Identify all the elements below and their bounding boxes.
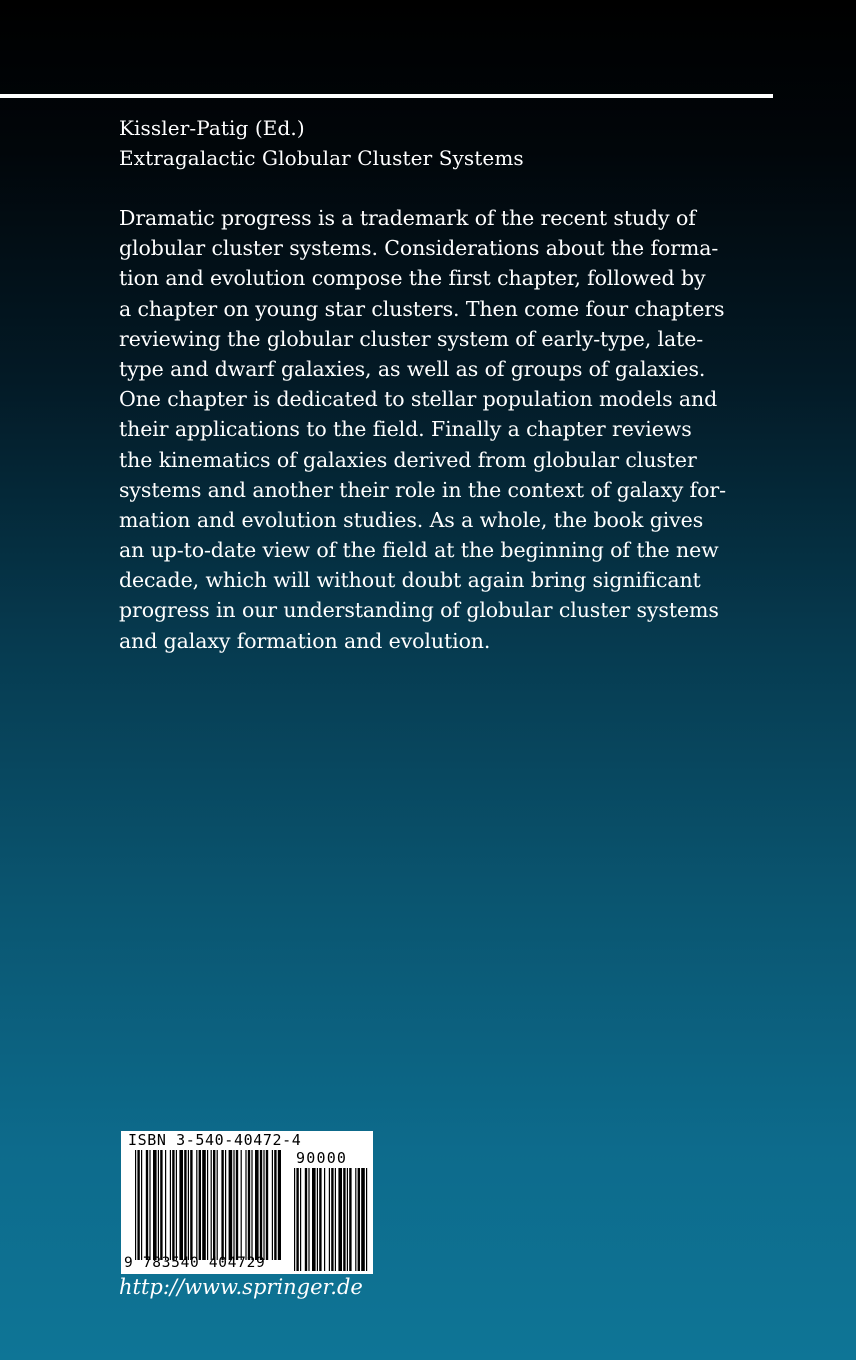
barcode-bar bbox=[146, 1150, 148, 1260]
barcode-bar bbox=[188, 1150, 189, 1260]
isbn-label: ISBN 3-540-40472-4 bbox=[128, 1131, 302, 1149]
barcode-bar bbox=[196, 1150, 197, 1260]
isbn-barcode bbox=[121, 1131, 373, 1274]
blurb-line: an up-to-date view of the field at the beginning of the new bbox=[119, 538, 719, 563]
barcode-bar bbox=[361, 1168, 365, 1271]
barcode-bar bbox=[245, 1150, 246, 1260]
barcode-bar bbox=[317, 1168, 318, 1271]
barcode-addon-digits: 90000 bbox=[296, 1149, 348, 1167]
barcode-bar bbox=[263, 1150, 264, 1260]
top-rule bbox=[0, 94, 773, 98]
barcode-bar bbox=[296, 1168, 298, 1271]
barcode-bar bbox=[319, 1168, 321, 1271]
blurb-text bbox=[119, 203, 726, 656]
barcode-bar bbox=[335, 1168, 336, 1271]
barcode-bar bbox=[236, 1150, 238, 1260]
blurb-line: progress in our understanding of globular cluster systems bbox=[119, 598, 719, 623]
barcode-bar bbox=[329, 1168, 330, 1271]
barcode-bar bbox=[355, 1168, 356, 1271]
barcode-bar bbox=[272, 1150, 273, 1260]
author-editor: Kissler-Patig (Ed.) bbox=[119, 116, 305, 140]
barcode-bar bbox=[331, 1168, 333, 1271]
blurb-line: One chapter is dedicated to stellar population models and bbox=[119, 387, 718, 412]
barcode-bar bbox=[233, 1150, 234, 1260]
barcode-bar bbox=[260, 1150, 262, 1260]
blurb-line: globular cluster systems. Considerations about the forma- bbox=[119, 236, 719, 261]
barcode-bar bbox=[184, 1150, 186, 1260]
barcode-bar bbox=[274, 1150, 276, 1260]
barcode-bar bbox=[149, 1150, 150, 1260]
barcode-bar bbox=[248, 1150, 250, 1260]
barcode-bar bbox=[305, 1168, 307, 1271]
blurb-line: type and dwarf galaxies, as well as of groups of galaxies. bbox=[119, 356, 706, 381]
barcode-bar bbox=[190, 1150, 192, 1260]
barcode-bar bbox=[176, 1150, 177, 1260]
blurb-line: systems and another their role in the context of galaxy for- bbox=[119, 477, 726, 502]
barcode-bars-icon bbox=[135, 1150, 281, 1260]
barcode-bar bbox=[358, 1168, 360, 1271]
barcode-bar bbox=[229, 1150, 233, 1260]
blurb-line: Dramatic progress is a trademark of the recent study of bbox=[119, 206, 696, 230]
blurb-line: and galaxy formation and evolution. bbox=[119, 628, 491, 653]
barcode-bar bbox=[207, 1150, 208, 1260]
barcode-bar bbox=[294, 1168, 295, 1271]
barcode-bar bbox=[366, 1168, 367, 1271]
book-title: Extragalactic Globular Cluster Systems bbox=[119, 146, 524, 170]
barcode-bar bbox=[308, 1168, 309, 1271]
barcode-bar bbox=[278, 1150, 281, 1260]
barcode-bar bbox=[202, 1150, 206, 1260]
blurb-line: the kinematics of galaxies derived from globular cluster bbox=[119, 447, 697, 472]
barcode-bar bbox=[225, 1150, 226, 1260]
barcode-bar bbox=[170, 1150, 171, 1260]
blurb-line: tion and evolution compose the first chapter, followed by bbox=[119, 266, 706, 291]
barcode-addon-bars-icon bbox=[294, 1168, 368, 1271]
barcode-bar bbox=[158, 1150, 159, 1260]
barcode-bar bbox=[153, 1150, 157, 1260]
barcode-bar bbox=[349, 1168, 351, 1271]
barcode-bar bbox=[266, 1150, 268, 1260]
barcode-bar bbox=[255, 1150, 259, 1260]
barcode-bar bbox=[338, 1168, 342, 1271]
blurb-line: a chapter on young star clusters. Then come four chapters bbox=[119, 296, 725, 321]
blurb-line: decade, which will without doubt again bring significant bbox=[119, 568, 701, 593]
barcode-bar bbox=[241, 1150, 242, 1260]
barcode-ean-digits: 9 783540 404729 bbox=[124, 1255, 266, 1271]
blurb-line: mation and evolution studies. As a whole, the book gives bbox=[119, 507, 704, 532]
barcode-bar bbox=[221, 1150, 223, 1260]
barcode-bar bbox=[179, 1150, 183, 1260]
barcode-bar bbox=[312, 1168, 316, 1271]
barcode-bar bbox=[324, 1168, 325, 1271]
barcode-bar bbox=[343, 1168, 345, 1271]
barcode-bar bbox=[213, 1150, 215, 1260]
blurb-line: their applications to the field. Finally a chapter reviews bbox=[119, 417, 692, 442]
publisher-url: http://www.springer.de bbox=[119, 1275, 363, 1299]
barcode-bar bbox=[172, 1150, 174, 1260]
barcode-bar bbox=[251, 1150, 252, 1260]
barcode-bar bbox=[217, 1150, 218, 1260]
barcode-bar bbox=[211, 1150, 212, 1260]
barcode-bar bbox=[141, 1150, 142, 1260]
blurb-line: reviewing the globular cluster system of early-type, late- bbox=[119, 326, 704, 351]
barcode-bar bbox=[300, 1168, 301, 1271]
barcode-bar bbox=[160, 1150, 162, 1260]
barcode-bar bbox=[135, 1150, 136, 1260]
barcode-bar bbox=[347, 1168, 348, 1271]
barcode-bar bbox=[137, 1150, 139, 1260]
barcode-bar bbox=[199, 1150, 201, 1260]
barcode-bar bbox=[165, 1150, 166, 1260]
